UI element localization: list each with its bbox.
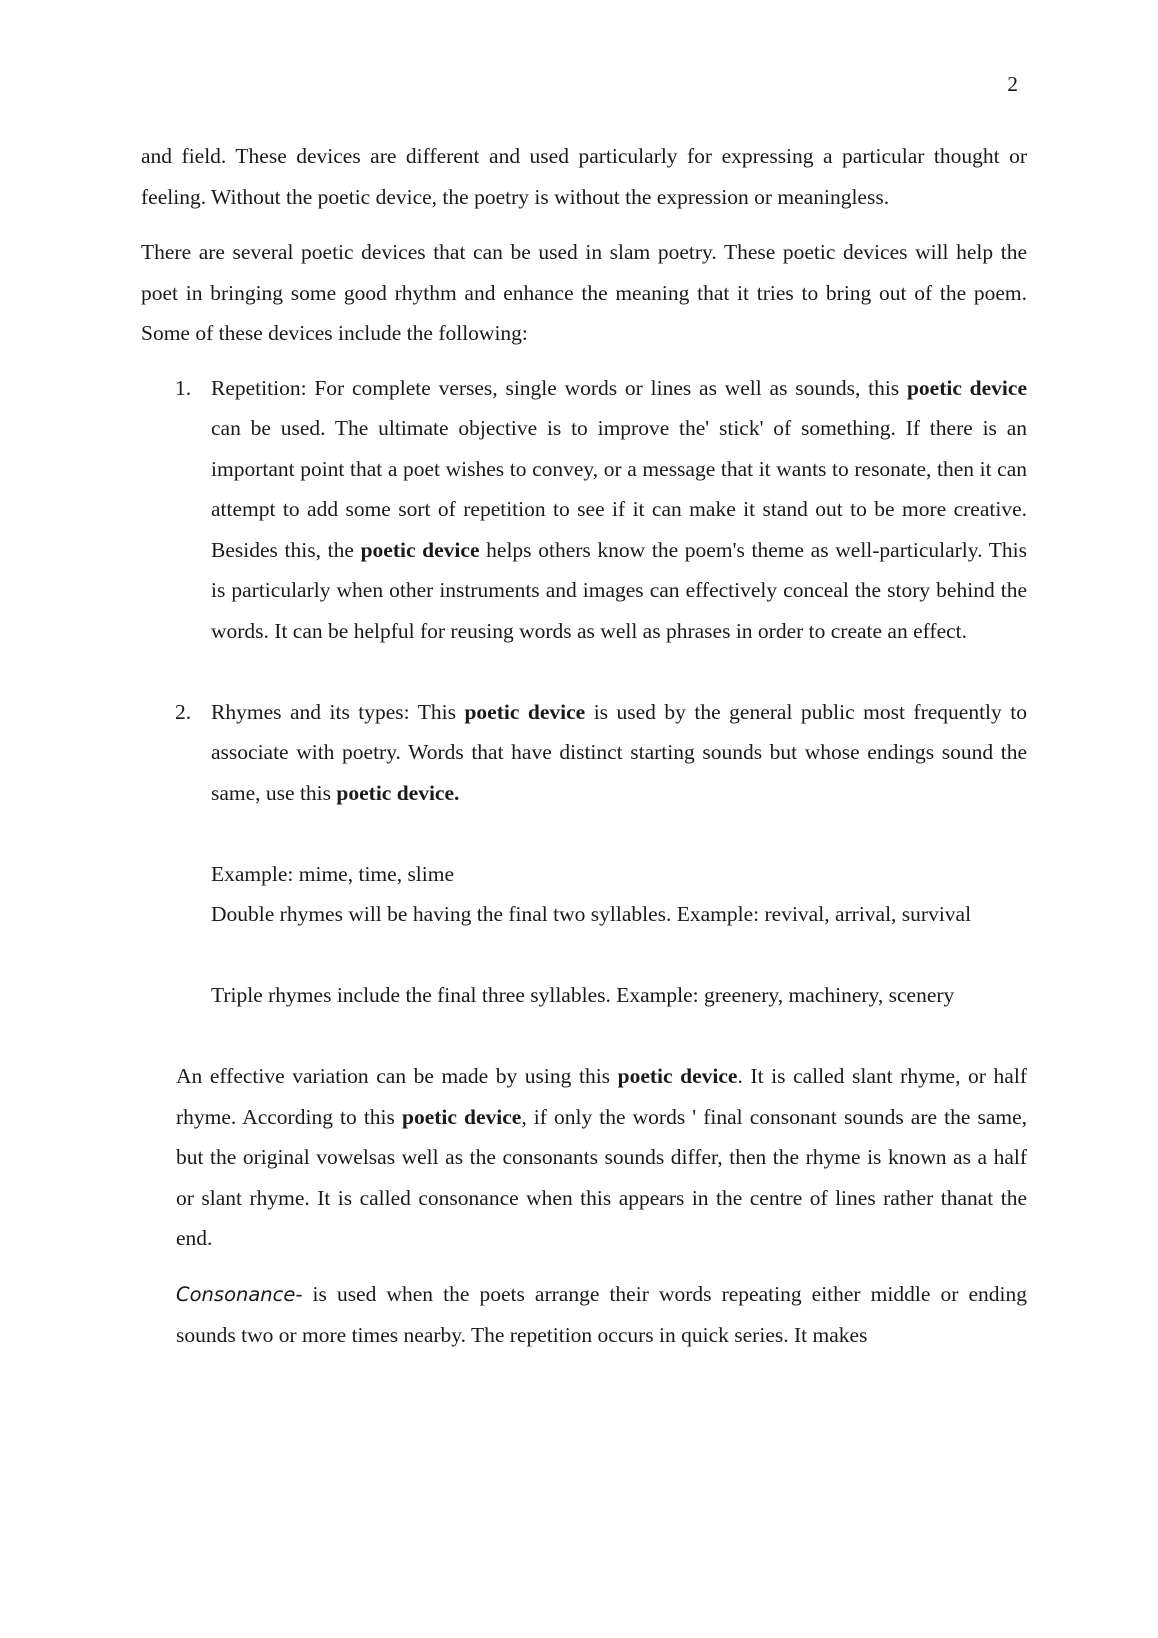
paragraph-intro-continuation: and field. These devices are different and used particularly for expressing a particular thought or feeling. Without the poetic device, the poetry is without the expression or meaningless. bbox=[141, 144, 1027, 209]
text-run: An effective variation can be made by using this bbox=[176, 1064, 618, 1088]
page-number: 2 bbox=[1007, 72, 1018, 96]
document-body bbox=[141, 136, 1027, 1356]
devices-list bbox=[141, 368, 1027, 814]
text-run: Rhymes and its types: This bbox=[211, 699, 465, 724]
spacer bbox=[211, 935, 1027, 976]
paragraph-consonance bbox=[176, 1274, 1027, 1356]
text-run: helps others know the poem's theme as well-particularly. This is particularly when other instruments and images can effectively conceal the story behind the words. It can be helpful for reusing words as well as phrases in order to create an effect. bbox=[211, 537, 1027, 643]
rhyme-examples bbox=[141, 854, 1027, 1016]
list-number: 1. bbox=[175, 375, 192, 400]
text-run: is used by the general public most frequently to associate with poetry. Words that have distinct starting sounds but whose endings sound the same, use this bbox=[211, 699, 1027, 805]
slant-rhyme-section bbox=[141, 1056, 1027, 1356]
list-number: 2. bbox=[175, 699, 192, 724]
bold-term: poetic device bbox=[464, 699, 586, 724]
bold-term: poetic device bbox=[360, 537, 480, 562]
list-item-text bbox=[211, 692, 1027, 814]
consonance-term: Consonance- bbox=[176, 1282, 303, 1306]
list-item-text bbox=[211, 368, 1027, 652]
bold-term: poetic device bbox=[401, 1104, 522, 1129]
text-run: , if only the words ' final consonant sounds are the same, but the original vowelsas well as the consonants sounds differ, then the rhyme is known as a half or slant rhyme. It is called consonance when this appears in the centre of lines rather thanat the end. bbox=[176, 1104, 1027, 1250]
bold-term: poetic device. bbox=[336, 780, 460, 805]
list-item-repetition bbox=[141, 368, 1027, 652]
spacer bbox=[141, 813, 1027, 854]
example-triple-rhyme: Triple rhymes include the final three syllables. Example: greenery, machinery, scenery bbox=[211, 983, 955, 1007]
text-run: Repetition: For complete verses, single words or lines as well as sounds, this bbox=[211, 375, 907, 400]
list-item-rhymes bbox=[141, 692, 1027, 814]
paragraph-devices-intro: There are several poetic devices that can be used in slam poetry. These poetic devices will help the poet in bringing some good rhythm and enhance the meaning that it tries to bring out of the poem. Some of these devices include the following: bbox=[141, 240, 1027, 345]
example-single-rhyme: Example: mime, time, slime bbox=[211, 861, 455, 886]
example-double-rhyme: Double rhymes will be having the final two syllables. Example: revival, arrival, survival bbox=[211, 902, 972, 926]
bold-term: poetic device bbox=[906, 375, 1027, 400]
bold-term: poetic device bbox=[617, 1064, 738, 1088]
spacer bbox=[141, 651, 1027, 692]
paragraph-slant-rhyme bbox=[176, 1056, 1027, 1259]
text-run: is used when the poets arrange their words repeating either middle or ending sounds two or more times nearby. The repetition occurs in quick series. It makes bbox=[176, 1281, 1027, 1347]
spacer bbox=[141, 1016, 1027, 1057]
text-run: can be used. The ultimate objective is to improve the' stick' of something. If there is an important point that a poet wishes to convey, or a message that it wants to resonate, then it can attempt to add some sort of repetition to see if it can make it stand out to be more creative. Besides this, the bbox=[211, 416, 1027, 562]
text-run: . It is called slant rhyme, or half rhyme. According to this bbox=[176, 1064, 1027, 1129]
